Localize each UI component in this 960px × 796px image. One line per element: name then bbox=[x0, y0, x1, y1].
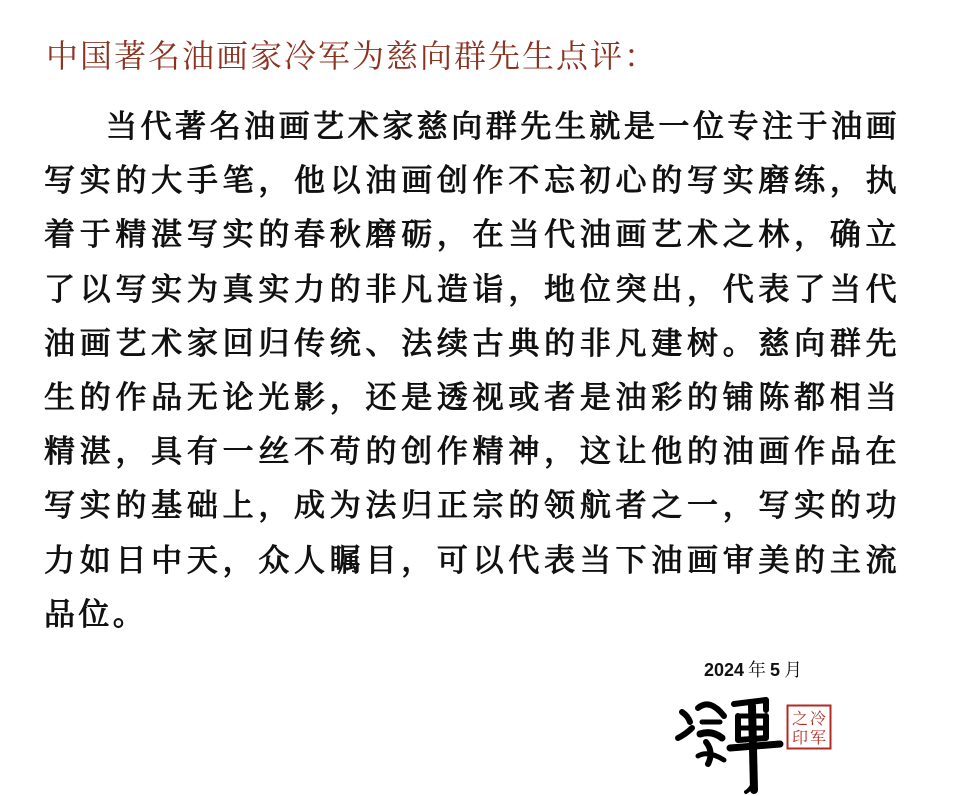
seal-char-4: 印 bbox=[791, 728, 809, 747]
seal-frame bbox=[786, 704, 832, 750]
date-year-unit: 年 bbox=[748, 660, 767, 681]
date-month-unit: 月 bbox=[784, 660, 803, 681]
date-month: 5 bbox=[770, 660, 781, 680]
signature-icon bbox=[668, 686, 788, 796]
document-title: 中国著名油画家冷军为慈向群先生点评： bbox=[46, 37, 659, 75]
seal-char-2: 军 bbox=[809, 728, 827, 747]
date-year: 2024 bbox=[704, 660, 745, 680]
seal-icon bbox=[786, 704, 832, 750]
commentary-paragraph: 当代著名油画艺术家慈向群先生就是一位专注于油画写实的大手笔，他以油画创作不忘初心的写实磨练，执着于精湛写实的春秋磨砺，在当代油画艺术之林，确立了以写实为真实力的非凡造诣，地位突出，代表了当代油画艺术家回归传统、法续古典的非凡建树。慈向群先生的作品无论光影，还是透视或者是油彩的铺陈都相当精湛，具有一丝不苟的创作精神，这让他的油画作品在写实的基础上，成为法归正宗的领航者之一，写实的功力如日中天，众人瞩目，可以代表当下油画审美的主流品位。 bbox=[44, 109, 900, 633]
seal-char-3: 之 bbox=[791, 709, 809, 728]
seal-char-1: 冷 bbox=[809, 709, 827, 728]
date-line bbox=[704, 656, 806, 685]
